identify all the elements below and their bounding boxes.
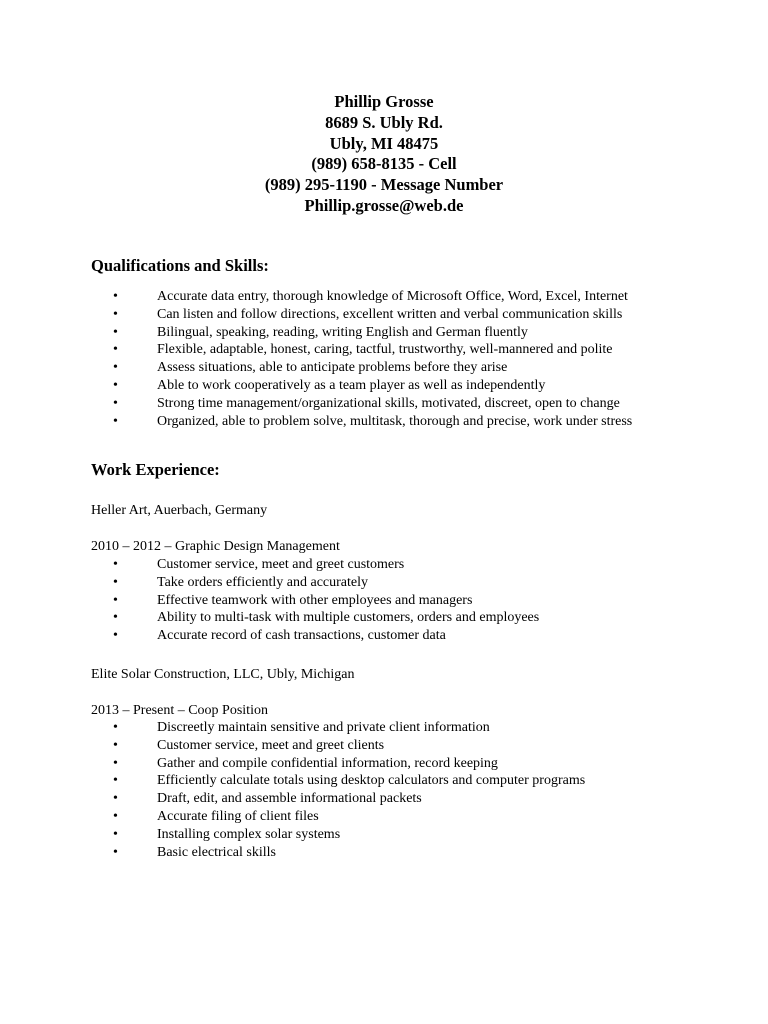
contact-header <box>0 92 768 217</box>
job-dates-role: 2010 – 2012 – Graphic Design Management <box>91 539 340 554</box>
qualification-text: Strong time management/organizational skills, motivated, discreet, open to change <box>157 395 620 411</box>
duty-text: Customer service, meet and greet clients <box>157 737 385 753</box>
qualifications-heading: Qualifications and Skills: <box>91 256 269 275</box>
duty-text: Efficiently calculate totals using desktop calculators and computer programs <box>157 773 586 789</box>
list-item <box>0 627 768 645</box>
bullet-glyph: • <box>113 306 118 322</box>
city-state-zip: Ubly, MI 48475 <box>329 133 439 153</box>
list-item <box>0 719 768 737</box>
list-item <box>0 772 768 790</box>
duty-text: Take orders efficiently and accurately <box>157 574 368 590</box>
employer-name: Heller Art, Auerbach, Germany <box>91 503 268 518</box>
bullet-glyph: • <box>113 377 118 393</box>
list-item <box>0 359 768 377</box>
job-duties-list <box>0 719 768 861</box>
list-item <box>0 808 768 826</box>
list-item <box>0 844 768 862</box>
bullet-glyph: • <box>113 791 118 807</box>
duty-text: Discreetly maintain sensitive and private client information <box>157 720 490 735</box>
qualification-text: Accurate data entry, thorough knowledge of Microsoft Office, Word, Excel, Internet <box>157 289 628 304</box>
bullet-glyph: • <box>113 395 118 411</box>
duty-text: Installing complex solar systems <box>157 826 341 842</box>
list-item <box>0 574 768 592</box>
qualification-text: Organized, able to problem solve, multitask, thorough and precise, work under stress <box>157 413 633 429</box>
qualification-text: Bilingual, speaking, reading, writing English and German fluently <box>157 324 528 340</box>
list-item <box>0 306 768 324</box>
message-phone: (989) 295-1190 - Message Number <box>264 175 504 195</box>
bullet-glyph: • <box>113 289 118 304</box>
bullet-glyph: • <box>113 808 118 824</box>
duty-text: Draft, edit, and assemble informational packets <box>157 791 422 807</box>
list-item <box>0 592 768 610</box>
applicant-name: Phillip Grosse <box>334 92 434 111</box>
employer-name: Elite Solar Construction, LLC, Ubly, Michigan <box>91 667 355 682</box>
cell-phone: (989) 658-8135 - Cell <box>311 154 457 174</box>
duty-text: Effective teamwork with other employees and managers <box>157 592 473 608</box>
duty-text: Ability to multi-task with multiple customers, orders and employees <box>157 610 540 626</box>
bullet-glyph: • <box>113 574 118 590</box>
list-item <box>0 341 768 359</box>
bullet-glyph: • <box>113 324 118 340</box>
duty-text: Accurate filing of client files <box>157 808 319 824</box>
duty-text: Customer service, meet and greet customers <box>157 557 405 572</box>
bullet-glyph: • <box>113 628 118 644</box>
qualification-text: Assess situations, able to anticipate problems before they arise <box>157 360 508 376</box>
bullet-glyph: • <box>113 720 118 735</box>
qualification-text: Can listen and follow directions, excellent written and verbal communication skills <box>157 306 623 322</box>
street-address: 8689 S. Ubly Rd. <box>325 112 443 132</box>
duty-text: Basic electrical skills <box>157 844 276 860</box>
bullet-glyph: • <box>113 844 118 860</box>
qualification-text: Flexible, adaptable, honest, caring, tactful, trustworthy, well-mannered and polite <box>157 342 613 358</box>
duty-text: Gather and compile confidential information, record keeping <box>157 755 498 771</box>
list-item <box>0 395 768 413</box>
list-item <box>0 826 768 844</box>
list-item <box>0 288 768 306</box>
bullet-glyph: • <box>113 342 118 358</box>
list-item <box>0 790 768 808</box>
job-dates-role: 2013 – Present – Coop Position <box>91 703 268 718</box>
list-item <box>0 609 768 627</box>
bullet-glyph: • <box>113 360 118 376</box>
list-item <box>0 755 768 773</box>
duty-text: Accurate record of cash transactions, customer data <box>157 628 446 644</box>
bullet-glyph: • <box>113 413 118 429</box>
email-address: Phillip.grosse@web.de <box>304 195 464 215</box>
list-item <box>0 556 768 574</box>
job-duties-list <box>0 556 768 645</box>
qualification-text: Able to work cooperatively as a team player as well as independently <box>157 377 546 393</box>
bullet-glyph: • <box>113 755 118 771</box>
bullet-glyph: • <box>113 826 118 842</box>
list-item <box>0 413 768 431</box>
list-item <box>0 377 768 395</box>
work-experience-heading: Work Experience: <box>91 460 220 479</box>
bullet-glyph: • <box>113 610 118 626</box>
bullet-glyph: • <box>113 592 118 608</box>
qualifications-list <box>0 288 768 430</box>
bullet-glyph: • <box>113 737 118 753</box>
list-item <box>0 737 768 755</box>
bullet-glyph: • <box>113 557 118 572</box>
bullet-glyph: • <box>113 773 118 789</box>
list-item <box>0 324 768 342</box>
